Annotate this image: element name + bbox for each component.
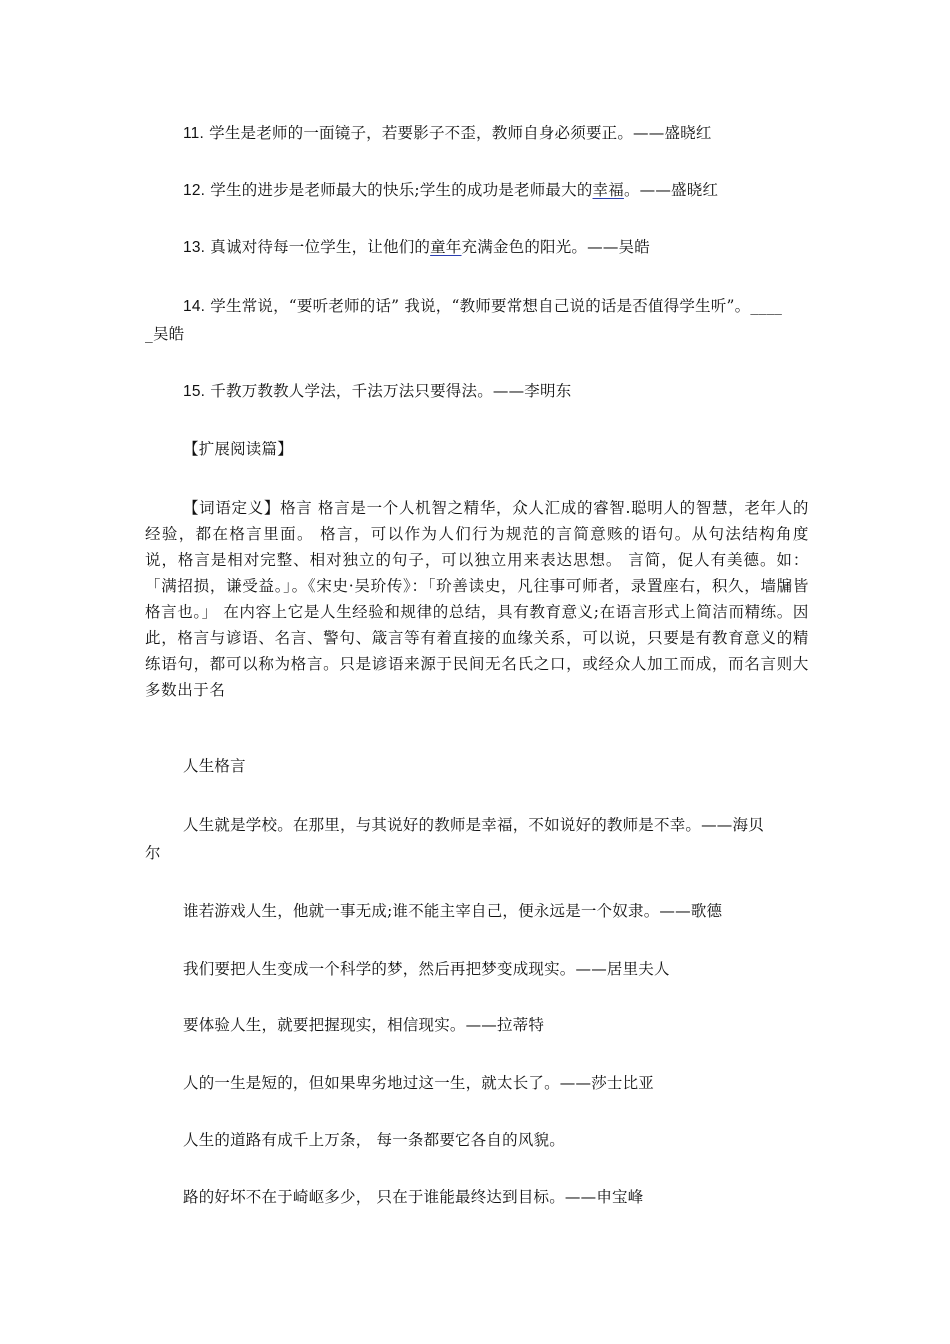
quote-number: 14. xyxy=(183,298,206,315)
quote-item-13 xyxy=(183,235,650,260)
happiness-link[interactable]: 幸福 xyxy=(592,181,624,199)
quote-number: 15. xyxy=(183,383,206,400)
quote-item-14-continuation: _吴皓 xyxy=(145,325,185,343)
life-quote-4: 要体验人生，就要把握现实，相信现实。——拉蒂特 xyxy=(183,1016,545,1034)
quote-text: 学生是老师的一面镜子，若要影子不歪，教师自身必须要正。——盛晓红 xyxy=(209,124,712,142)
life-quote-7: 路的好坏不在于崎岖多少， 只在于谁能最终达到目标。——申宝峰 xyxy=(183,1188,644,1206)
quote-item-11 xyxy=(183,121,712,146)
quote-number: 12. xyxy=(183,182,206,199)
life-quote-6: 人生的道路有成千上万条， 每一条都要它各自的风貌。 xyxy=(183,1131,565,1149)
quote-number: 11. xyxy=(183,125,204,142)
life-quote-1-continuation: 尔 xyxy=(145,844,161,862)
quote-item-15 xyxy=(183,379,571,404)
quote-text: 千教万教教人学法，千法万法只要得法。——李明东 xyxy=(210,382,572,400)
life-quote-5: 人的一生是短的，但如果卑劣地过这一生，就太长了。——莎士比亚 xyxy=(183,1074,655,1092)
quote-text-end: 充满金色的阳光。——吴皓 xyxy=(461,238,650,256)
quote-text-start: 真诚对待每一位学生，让他们的 xyxy=(210,238,431,256)
life-quote-3: 我们要把人生变成一个科学的梦，然后再把梦变成现实。——居里夫人 xyxy=(183,960,670,978)
childhood-link[interactable]: 童年 xyxy=(430,238,462,256)
life-quote-2: 谁若游戏人生，他就一事无成;谁不能主宰自己，便永远是一个奴隶。——歌德 xyxy=(183,902,723,920)
quote-text-start: 学生的进步是老师最大的快乐;学生的成功是老师最大的 xyxy=(210,181,593,199)
subheading: 人生格言 xyxy=(183,757,246,775)
quote-item-12 xyxy=(183,178,718,203)
quote-text: 学生常说，“要听老师的话” 我说，“教师要常想自己说的话是否值得学生听”。____ xyxy=(210,297,783,315)
definition-paragraph: 【词语定义】格言 格言是一个人机智之精华，众人汇成的睿智.聪明人的智慧，老年人的经验，都在格言里面。 格言，可以作为人们行为规范的言简意赅的语句。从句法结构角度说，格言是相对完整、相对独立的句子，可以独立用来表达思想。 言简，促人有美德。如：「满招损，谦受益。」。《宋史·吴玠传》：「玠善读史，凡往事可师者，录置座右，积久，墙牖皆格言也。」 在内容上它是人生经验和规律的总结，具有教育意义;在语言形式上简洁而精练。因此，格言与谚语、名言、警句、箴言等有着直接的血缘关系，可以说，只要是有教育意义的精练语句，都可以称为格言。只是谚语来源于民间无名氏之口，或经众人加工而成，而名言则大多数出于名 xyxy=(145,499,809,699)
quote-number: 13. xyxy=(183,239,206,256)
quote-text-end: 。——盛晓红 xyxy=(623,181,719,199)
section-heading: 【扩展阅读篇】 xyxy=(183,440,293,458)
life-quote-1: 人生就是学校。在那里，与其说好的教师是幸福，不如说好的教师是不幸。——海贝 xyxy=(183,816,764,834)
quote-item-14 xyxy=(183,294,782,319)
